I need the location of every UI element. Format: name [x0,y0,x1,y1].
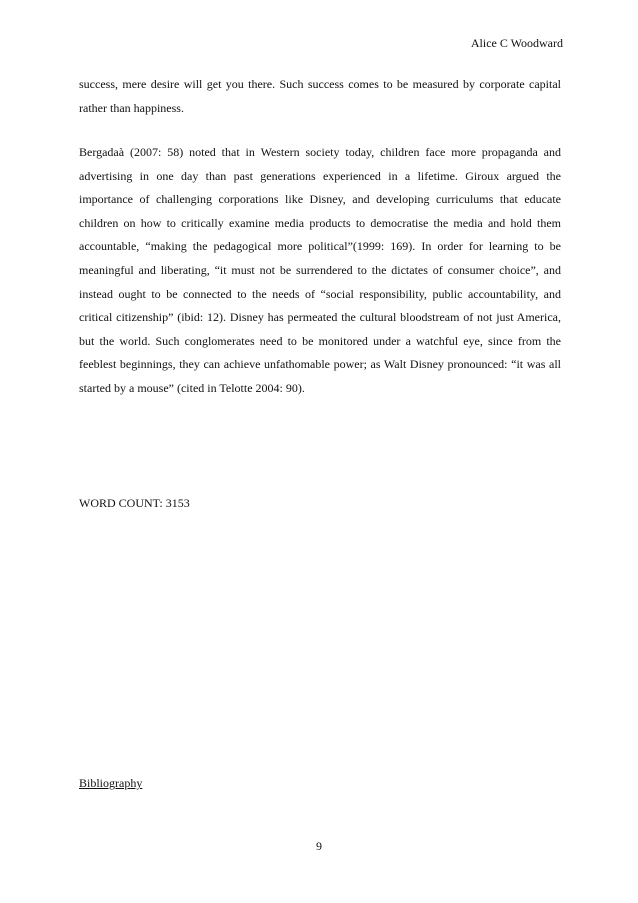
body-paragraph-1: success, mere desire will get you there. Such success comes to be measured by corporate capital rather than happiness. [79,77,561,115]
header-author: Alice C Woodward [470,36,563,50]
body-paragraph-2: Bergadaà (2007: 58) noted that in Western society today, children face more propaganda and advertising in one day than past generations experienced in a lifetime. Giroux argued the importance of challenging corporations like Disney, and developing curriculums that educate children on how to critically examine media products to democratise the media and hold them accountable, “making the pedagogical more political”(1999: 169). In order for learning to be meaningful and liberating, “it must not be surrendered to the dictates of consumer choice”, and instead ought to be connected to the needs of “social responsibility, public accountability, and critical citizenship” (ibid: 12). Disney has permeated the cultural bloodstream of not just America, but the world. Such conglomerates need to be monitored under a watchful eye, since from the feeblest beginnings, they can achieve unfathomable power; as Walt Disney pronounced: “it was all started by a mouse” (cited in Telotte 2004: 90). [79,145,561,395]
page-number: 9 [316,839,322,853]
bibliography-heading: Bibliography [79,776,143,790]
word-count: WORD COUNT: 3153 [79,496,190,510]
